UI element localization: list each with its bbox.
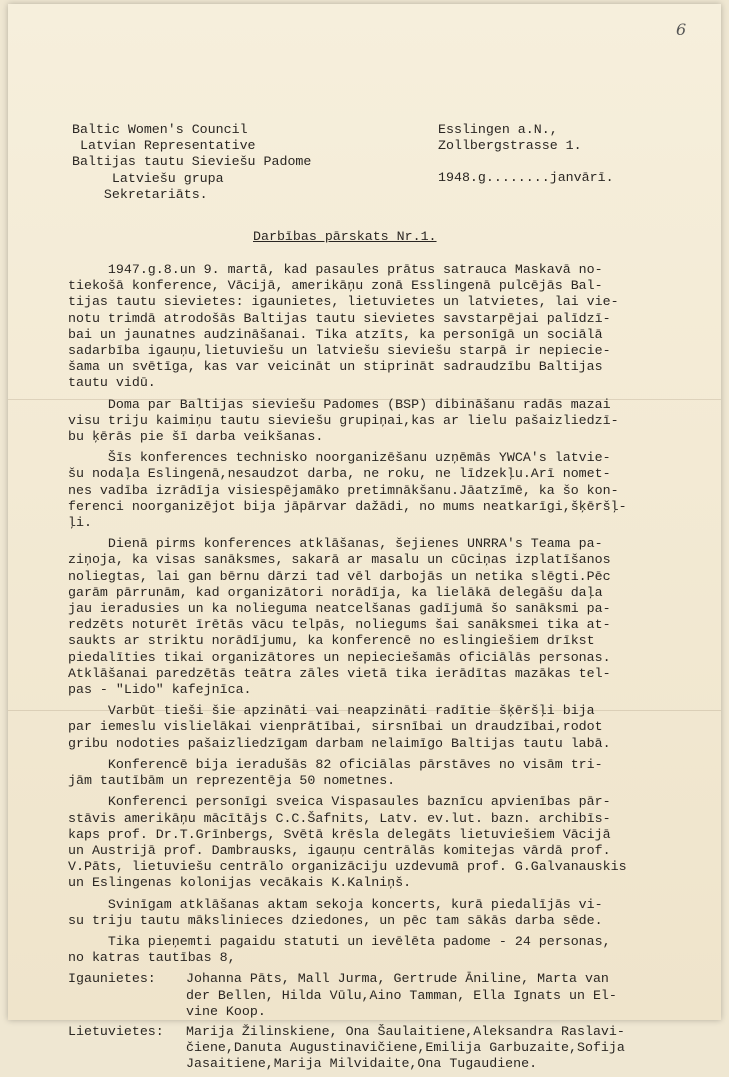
delegate-names-line: der Bellen, Hilda Vūlu,Aino Tamman, Ella Ignats un El- — [186, 987, 617, 1003]
text-line: Atklāšanai paredzētās teātra zāles vietā tika ierādītas mazākas tel- — [68, 665, 611, 681]
paragraph — [68, 897, 688, 929]
text-line: 1947.g.8.un 9. martā, kad pasaules prātus satrauca Maskavā no- — [68, 262, 603, 277]
place-line: Esslingen a.N., — [438, 122, 558, 137]
sender-line: Sekretariāts. — [72, 186, 208, 202]
paragraph — [68, 794, 688, 891]
text-line: Doma par Baltijas sieviešu Padomes (BSP) dibināšanu radās mazai — [68, 396, 611, 412]
delegate-names-line: čiene,Danuta Augustinavičiene,Emilija Garbuzaite,Sofija — [186, 1040, 625, 1056]
paragraph — [68, 703, 688, 752]
text-line: visu triju kaimiņu tautu sieviešu grupiņai,kas ar lielu pašaizliedzī- — [68, 412, 619, 428]
delegate-names-line: vine Koop. — [186, 1003, 266, 1019]
text-line: un Austrijā prof. Dambrausks, igauņu centrālās komitejas vārdā prof. — [68, 842, 611, 858]
sender-line: Baltic Women's Council — [72, 122, 248, 137]
text-line: saukts ar striktu norādījumu, ka konferencē no eslingiešiem drīkst — [68, 633, 595, 649]
text-line: Varbūt tieši šie apzināti vai neapzināti radītie šķēršļi bija — [68, 703, 595, 719]
delegate-group-label — [68, 988, 186, 1004]
delegate-names-line: Marija Žilinskiene, Ona Šaulaitiene,Aleksandra Raslavi- — [186, 1023, 625, 1039]
text-line: V.Pāts, lietuviešu centrālo organizāciju uzdevumā prof. G.Galvanauskis — [68, 859, 627, 875]
delegate-list — [68, 971, 688, 1072]
paragraph — [68, 934, 688, 966]
text-line: Svinīgam atklāšanas aktam sekoja koncerts, kurā piedalījās vi- — [68, 896, 603, 912]
delegate-group-label: Lietuvietes: — [68, 1023, 164, 1039]
delegate-group-label — [68, 1056, 186, 1072]
text-line: ļi. — [68, 515, 92, 531]
text-line: Dienā pirms konferences atklāšanas, šejienes UNRRA's Teama pa- — [68, 536, 603, 552]
delegate-group — [68, 1024, 688, 1073]
text-line: redzēts noturēt īrētās vācu telpās, noliegums šai sanāksmei tika at- — [68, 617, 611, 633]
paragraph-list — [68, 262, 688, 966]
text-line: sadarbība igauņu,lietuviešu un latviešu sieviešu starpā ir nepiecie- — [68, 343, 611, 359]
text-line: noliegtas, lai gan bērnu dārzi tad vēl darbojās un netika slēgti.Pēc — [68, 568, 611, 584]
place-date-block — [438, 122, 614, 187]
text-line: jām tautībām un reprezentēja 50 nometnes. — [68, 773, 396, 789]
delegate-group — [68, 971, 688, 1020]
text-line: tautu vidū. — [68, 375, 156, 391]
text-line: Konferencē bija ieradušās 82 oficiālas pārstāves no visām tri- — [68, 756, 603, 772]
delegate-group-label — [68, 1004, 186, 1020]
sender-line: Latviešu grupa — [72, 170, 224, 186]
text-line: kaps prof. Dr.T.Grīnbergs, Svētā krēsla delegāts lietuviešiem Vācijā — [68, 826, 611, 842]
text-line: bu ķērās pie šī darba veikšanas. — [68, 429, 324, 445]
place-line: Zollbergstrasse 1. — [438, 138, 582, 154]
text-line: jau ieradusies un ka nolieguma neatcelšanas gadījumā šo sanāksmi pa- — [68, 601, 611, 617]
text-line: šama un svētīga, kas var veicināt un stiprināt sadraudzību Baltijas — [68, 359, 603, 375]
text-line: no katras tautības 8, — [68, 950, 236, 966]
paragraph — [68, 450, 688, 531]
delegate-names-line: Jasaitiene,Marija Milvidaite,Ona Tugaudiene. — [186, 1056, 538, 1072]
sender-line: Latvian Representative — [72, 138, 256, 154]
paragraph — [68, 536, 688, 698]
document-title: Darbības pārskats Nr.1. — [253, 229, 437, 244]
text-line: garām pārrunām, kad organizātori norādīja, ka lielākā delegāšu daļa — [68, 584, 603, 600]
paragraph — [68, 757, 688, 789]
text-line: un Eslingenas kolonijas vecākais K.Kalniņš. — [68, 875, 412, 891]
delegate-group-label: Igaunietes: — [68, 971, 156, 987]
text-line: šu nodaļa Eslingenā,nesaudzot darba, ne roku, ne līdzekļu.Arī nomet- — [68, 466, 611, 482]
text-line: stāvis amerikāņu mācītājs C.C.Šafnits, Latv. ev.lut. bazn. archibīs- — [68, 810, 611, 826]
date-line: 1948.g........janvārī. — [438, 170, 614, 186]
text-line: gribu nodoties pašaizliedzīgam darbam nelaimīgo Baltijas tautu labā. — [68, 735, 611, 751]
paragraph — [68, 262, 688, 392]
text-line: Konferenci personīgi sveica Vispasaules baznīcu apvienības pār- — [68, 794, 611, 810]
text-line: notu trimdā atrodošās Baltijas tautu sievietes savstarpējai palīdzī- — [68, 310, 611, 326]
place-line — [438, 154, 614, 170]
text-line: tijas tautu sievietes: igaunietes, lietuvietes un latvietes, lai vie- — [68, 294, 619, 310]
page-number: 6 — [676, 20, 687, 39]
text-line: nes vadība izrādīja visiespējamāko pretimnākšanu.Jāatzīmē, ka šo kon- — [68, 482, 619, 498]
text-line: ziņoja, ka visas sanāksmes, sakarā ar masalu un cūciņas izplatīšanos — [68, 552, 611, 568]
text-line: Tika pieņemti pagaidu statuti un ievēlēta padome - 24 personas, — [68, 933, 611, 949]
text-line: tiekošā konference, Vācijā, amerikāņu zonā Esslingenā pulcējās Bal- — [68, 278, 603, 294]
delegate-group-label — [68, 1040, 186, 1056]
delegate-names-line: Johanna Pāts, Mall Jurma, Gertrude Āniline, Marta van — [186, 971, 609, 987]
paragraph — [68, 397, 688, 446]
sender-line: Baltijas tautu Sieviešu Padome — [72, 154, 312, 170]
text-line: ferenci noorganizējot bija jāpārvar dažādi, no mums neatkarīgi,šķēršļ- — [68, 498, 627, 514]
text-line: pas - "Lido" kafejnīca. — [68, 682, 252, 698]
text-line: par iemeslu vislielākai vienprātībai, sirsnībai un draudzībai,rodot — [68, 719, 603, 735]
text-line: Šīs konferences technisko noorganizēšanu uzņēmās YWCA's latvie- — [68, 450, 611, 466]
text-line: bai un jaunatnes audzināšanai. Tika atzīts, ka personīgā un sociālā — [68, 326, 603, 342]
sender-block — [72, 122, 311, 203]
report-body — [68, 262, 688, 1077]
text-line: piedalīties tikai organizātores un nepieciešamās oficiālās personas. — [68, 649, 611, 665]
text-line: su triju tautu mākslinieces dziedones, un pēc tam sākās darba sēde. — [68, 912, 603, 928]
